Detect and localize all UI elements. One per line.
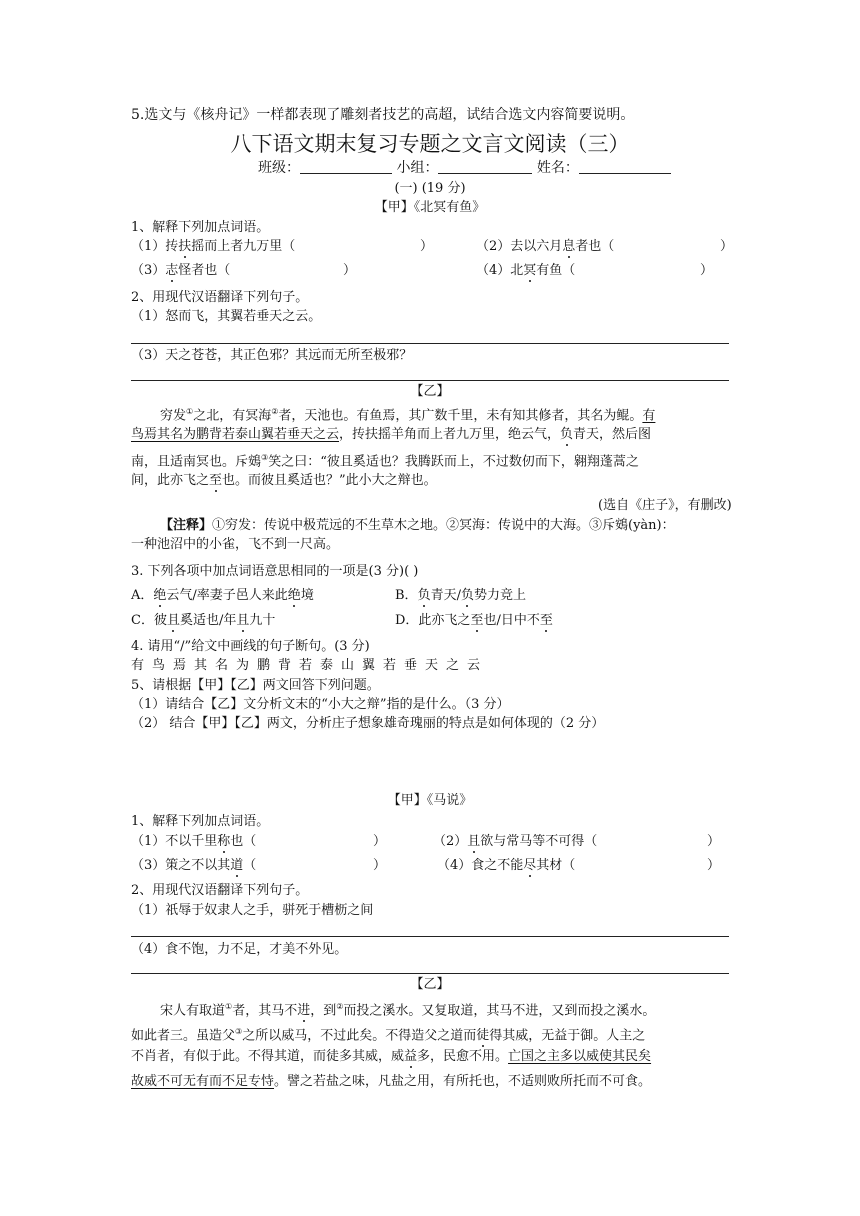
p1-q1-item2: （2）去以六月息者也（ xyxy=(476,239,615,254)
p1-q1-title: 1、解释下列加点词语。 xyxy=(131,220,270,235)
p2-q1-item2-close: ） xyxy=(707,834,721,849)
p1-q5-sub2: （2） 结合【甲】【乙】两文，分析庄子想象雄奇瑰丽的特点是如何体现的（2 分） xyxy=(131,716,605,731)
p1-q4-sentence: 有鸟焉其名为鹏背若泰山翼若垂天之云 xyxy=(131,658,489,673)
p1-q5-title: 5、请根据【甲】【乙】两文回答下列问题。 xyxy=(131,678,380,693)
p1-q1-item4-close: ） xyxy=(700,263,714,278)
p2-q1-item4-close: ） xyxy=(707,858,721,873)
p1-passage-line3: 南，且适南冥也。斥鴳③笑之曰：“彼且奚适也？我腾跃而上，不过数仞而下，翱翔蓬蒿之 xyxy=(131,453,639,470)
p1-q3-option-c[interactable]: C．彼且奚适也/年且九十 xyxy=(131,613,276,628)
class-blank[interactable] xyxy=(300,159,392,174)
p2-q1-item4: （4）食之不能尽其材（ xyxy=(437,858,576,873)
p1-q1-item1-close: ） xyxy=(420,239,434,254)
p2-passage-line4: 故威不可无有而不足专恃。譬之若盐之味，凡盐之用，有所托也，不适则败所托而不可食。 xyxy=(131,1074,652,1089)
p1-q1-item4: （4）北冥有鱼（ xyxy=(476,263,576,278)
answer-line[interactable] xyxy=(131,973,729,974)
p1-passage-line4: 间，此亦飞之至也。而彼且奚适也？”此小大之辩也。 xyxy=(131,473,437,488)
p1-notes-line1: 【注释】①穷发：传说中极荒远的不生草木之地。②冥海：传说中的大海。③斥鴳(yàn)： xyxy=(160,518,675,533)
p2-passage-line2: 如此者三。虽造父③之所以威马，不过此矣。不得造父之道而徒得其威，无益于御。人主之 xyxy=(131,1027,646,1044)
header-fields xyxy=(258,159,671,177)
answer-line[interactable] xyxy=(131,936,729,937)
p1-q1-item3: （3）志怪者也（ xyxy=(131,263,231,278)
part1-heading: (一) (19 分) xyxy=(394,181,466,196)
p1-q5-sub1: （1）请结合【乙】文分析文末的“小大之辩”指的是什么。（3 分） xyxy=(131,697,510,712)
p2-q1-title: 1、解释下列加点词语。 xyxy=(131,814,270,829)
p2-q1-item1-close: ） xyxy=(373,834,387,849)
p2-q1-item3: （3）策之不以其道（ xyxy=(131,858,257,873)
p1-q3-option-b[interactable]: B．负青天/负势力竞上 xyxy=(395,588,526,603)
group-blank[interactable] xyxy=(438,159,532,174)
p1-q4-title: 4. 请用“/”给文中画线的句子断句。(3 分) xyxy=(131,639,370,654)
p2-q1-item2: （2）且欲与常马等不可得（ xyxy=(433,834,598,849)
p1-q3-option-a[interactable]: A．绝云气/率妻子邑人来此绝境 xyxy=(131,588,314,603)
p2-q1-item3-close: ） xyxy=(373,858,387,873)
p1-passage-line1: 穷发①之北，有冥海②者，天池也。有鱼焉，其广数千里，未有知其修者，其名为鲲。有 xyxy=(160,407,656,424)
p2-q2-sentence4: （4）食不饱，力不足，才美不外见。 xyxy=(131,942,348,957)
p1-q1-item2-close: ） xyxy=(720,239,734,254)
p2-q1-item1: （1）不以千里称也（ xyxy=(131,834,257,849)
question-5-top: 5.选文与《核舟记》一样都表现了雕刻者技艺的高超，试结合选文内容简要说明。 xyxy=(131,107,635,123)
part2-jia-title: 【甲】《马说》 xyxy=(387,793,473,808)
p2-passage-line1: 宋人有取道①者，其马不进，到②而投之溪水。又复取道，其马不进，又到而投之溪水。 xyxy=(160,1002,656,1019)
part2-yi-title: 【乙】 xyxy=(410,977,450,992)
name-label: 姓名： xyxy=(536,160,579,176)
p1-q3-title: 3. 下列各项中加点词语意思相同的一项是(3 分)( ) xyxy=(131,564,419,579)
part1-yi-title: 【乙】 xyxy=(410,384,450,399)
p1-q2-sentence3: （3）天之苍苍，其正色邪？其远而无所至极邪？ xyxy=(131,348,413,363)
p2-q2-sentence1: （1）祇辱于奴隶人之手，骈死于槽枥之间 xyxy=(131,903,374,918)
p1-passage-line2: 鸟焉其名为鹏背若泰山翼若垂天之云，抟扶摇羊角而上者九万里，绝云气，负青天，然后图 xyxy=(131,427,652,442)
answer-line[interactable] xyxy=(131,380,729,381)
p1-notes-line2: 一种池沼中的小雀，飞不到一尺高。 xyxy=(131,537,340,552)
p1-q2-title: 2、用现代汉语翻译下列句子。 xyxy=(131,290,309,305)
p2-q2-title: 2、用现代汉语翻译下列句子。 xyxy=(131,883,309,898)
class-label: 班级： xyxy=(258,160,300,176)
part1-jia-title: 【甲】《北冥有鱼》 xyxy=(374,200,486,215)
p1-q2-sentence1: （1）怒而飞，其翼若垂天之云。 xyxy=(131,309,322,324)
answer-line[interactable] xyxy=(131,343,729,344)
p1-q3-option-d[interactable]: D．此亦飞之至也/日中不至 xyxy=(395,613,553,628)
p1-q1-item1: （1）抟扶摇而上者九万里（ xyxy=(131,239,296,254)
page-title: 八下语文期末复习专题之文言文阅读（三） xyxy=(230,132,630,156)
p2-passage-line3: 不肖者，有似于此。不得其道，而徒多其威，威益多，民愈不用。亡国之主多以威使其民矣 xyxy=(131,1049,652,1064)
name-blank[interactable] xyxy=(579,159,671,174)
group-label: 小组： xyxy=(396,160,439,176)
p1-q1-item3-close: ） xyxy=(343,263,357,278)
p1-source: (选自《庄子》，有删改) xyxy=(598,498,732,513)
